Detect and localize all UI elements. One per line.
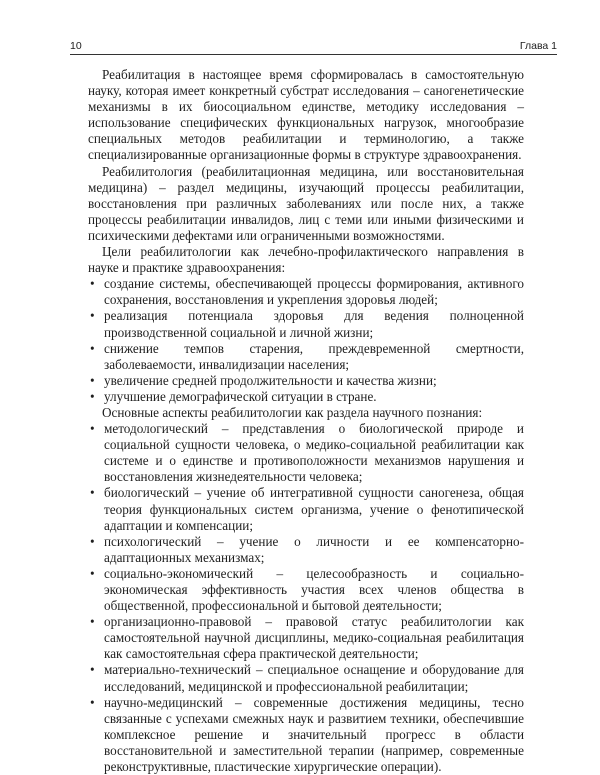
goals-list <box>88 276 524 405</box>
list-item: • создание системы, обеспечивающей процессы формирования, активного сохранения, восстановления и укрепления здоровья людей; <box>90 276 524 308</box>
paragraph-rehabilitology: Реабилитология (реабилитационная медицина, или восстановительная медицина) – раздел медицины, изучающий процессы реабилитации, восстановления при различных заболеваниях или после них, а также процессы реабилитации инвалидов, лиц с теми или иными физическими и психическими дефектами или ограниченными возможностями. <box>88 163 524 243</box>
list-item: • социально-экономический – целесообразность и социально-экономическая эффективность участия всех членов общества в общественной, профессиональной и бытовой деятельности; <box>90 565 524 614</box>
list-item: • увеличение средней продолжительности и качества жизни; <box>90 372 437 388</box>
paragraph-aspects-intro: Основные аспекты реабилитологии как раздела научного познания: <box>102 404 483 420</box>
bullet-icon: • <box>90 340 95 356</box>
page-number: 10 <box>70 40 82 52</box>
list-item: • реализация потенциала здоровья для ведения полноценной производственной социальной и личной жизни; <box>90 308 524 340</box>
bullet-icon: • <box>90 614 95 630</box>
header-rule <box>70 54 557 55</box>
list-item: • материально-технический – специальное оснащение и оборудование для исследований, медицинской и профессиональной реабилитации; <box>90 662 524 694</box>
bullet-icon: • <box>90 533 95 549</box>
list-item: • улучшение демографической ситуации в стране. <box>90 388 377 404</box>
list-item: • организационно-правовой – правовой статус реабилитологии как самостоятельной научной дисциплины, медико-социальная реабилитация как самостоятельная сфера практической деятельности; <box>90 614 524 662</box>
paragraph-rehabilitation: Реабилитация в настоящее время сформировалась в самостоятельную науку, которая имеет конкретный субстрат исследования – саногенетические механизмы в их биосоциальном единстве, методику исследования – использование специфических функциональных нагрузок, многообразие специальных методов реабилитации и терминологию, а также специализированные организационные формы в структуре здравоохранения. <box>88 67 524 163</box>
list-item: • методологический – представления о биологической природе и социальной сущности человека, о медико-социальной реабилитации как системе и о единстве и противоположности механизмов нарушения и восстановления жизнедеятельности человека; <box>90 421 524 485</box>
paragraph-goals-intro: Цели реабилитологии как лечебно-профилактического направления в науке и практике здравоохранения: <box>88 244 524 276</box>
running-header <box>70 36 557 52</box>
list-item: • научно-медицинский – современные достижения медицины, тесно связанные с успехами смежных наук и развитием техники, обеспечившие комплексное решение и значительный прогресс в области восстановительной и заместительной терапии (например, современные реконструктивные, пластические хирургические операции). <box>90 694 524 775</box>
bullet-icon: • <box>90 694 95 710</box>
bullet-icon: • <box>90 565 95 581</box>
bullet-icon: • <box>90 388 95 404</box>
bullet-icon: • <box>90 421 95 437</box>
chapter-title: Глава 1 <box>519 40 557 52</box>
bullet-icon: • <box>90 372 95 388</box>
aspects-list <box>88 421 524 775</box>
page-body <box>88 67 524 775</box>
bullet-icon: • <box>90 662 95 678</box>
bullet-icon: • <box>90 485 95 501</box>
list-item: • снижение темпов старения, преждевременной смертности, заболеваемости, инвалидизации населения; <box>90 340 524 372</box>
list-item: • психологический – учение о личности и ее компенсаторно-адаптационных механизмах; <box>90 533 524 565</box>
bullet-icon: • <box>90 308 95 324</box>
bullet-icon: • <box>90 276 95 292</box>
list-item: • биологический – учение об интегративной сущности саногенеза, общая теория функциональных систем организма, учение о фенотипической адаптации и компенсации; <box>90 485 524 533</box>
